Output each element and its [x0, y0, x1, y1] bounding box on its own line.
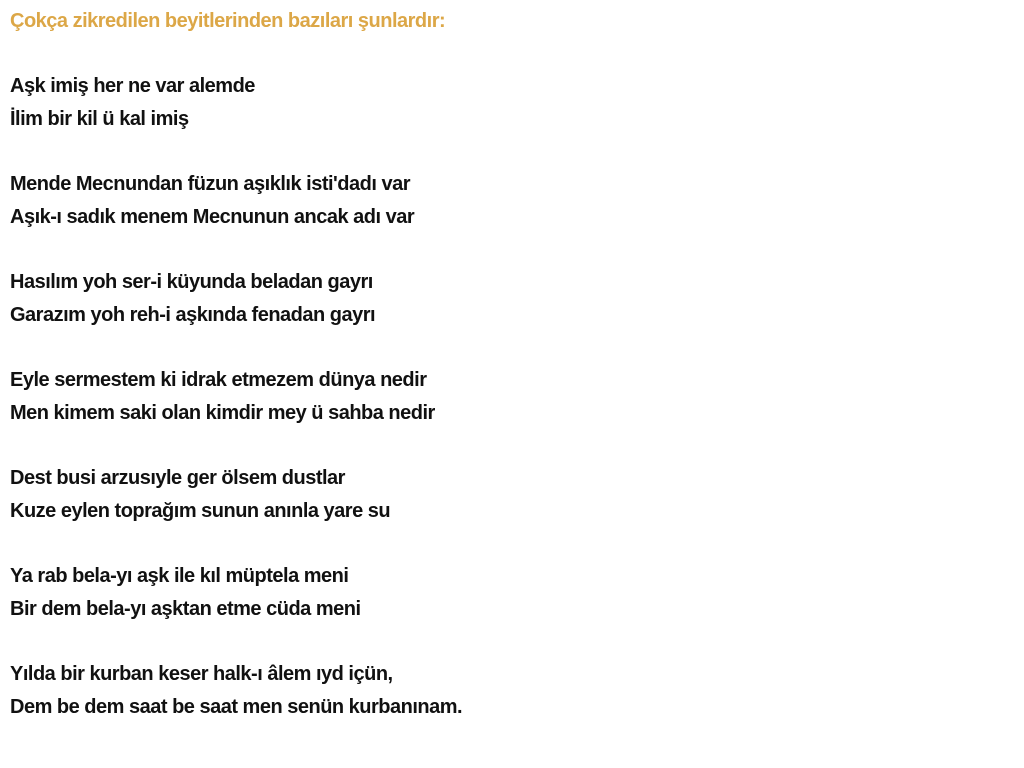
couplet-line-2: Aşık-ı sadık menem Mecnunun ancak adı var — [10, 206, 415, 228]
couplet — [10, 70, 1024, 136]
couplet-line-2: Garazım yoh reh-i aşkında fenadan gayrı — [10, 304, 376, 326]
couplet-line-2: Men kimem saki olan kimdir mey ü sahba nedir — [10, 402, 435, 424]
couplet-line-1: Hasılım yoh ser-i küyunda beladan gayrı — [10, 271, 373, 293]
couplet — [10, 168, 1024, 234]
couplet-line-1: Yılda bir kurban keser halk-ı âlem ıyd içün, — [10, 663, 393, 685]
couplet-line-1: Mende Mecnundan füzun aşıklık isti'dadı var — [10, 173, 411, 195]
couplet-line-2: Dem be dem saat be saat men senün kurbanınam. — [10, 696, 463, 718]
couplet — [10, 658, 1024, 724]
couplet-line-1: Aşk imiş her ne var alemde — [10, 75, 255, 97]
slide-heading: Çokça zikredilen beyitlerinden bazıları şunlardır: — [10, 10, 446, 32]
couplet — [10, 364, 1024, 430]
couplet — [10, 560, 1024, 626]
couplet-line-1: Dest busi arzusıyle ger ölsem dustlar — [10, 467, 345, 489]
couplet-line-1: Ya rab bela-yı aşk ile kıl müptela meni — [10, 565, 349, 587]
couplet-line-2: İlim bir kil ü kal imiş — [10, 108, 189, 130]
couplet-line-2: Kuze eylen toprağım sunun anınla yare su — [10, 500, 391, 522]
couplet-line-1: Eyle sermestem ki idrak etmezem dünya nedir — [10, 369, 427, 391]
couplet — [10, 462, 1024, 528]
couplet-line-2: Bir dem bela-yı aşktan etme cüda meni — [10, 598, 361, 620]
couplet — [10, 266, 1024, 332]
